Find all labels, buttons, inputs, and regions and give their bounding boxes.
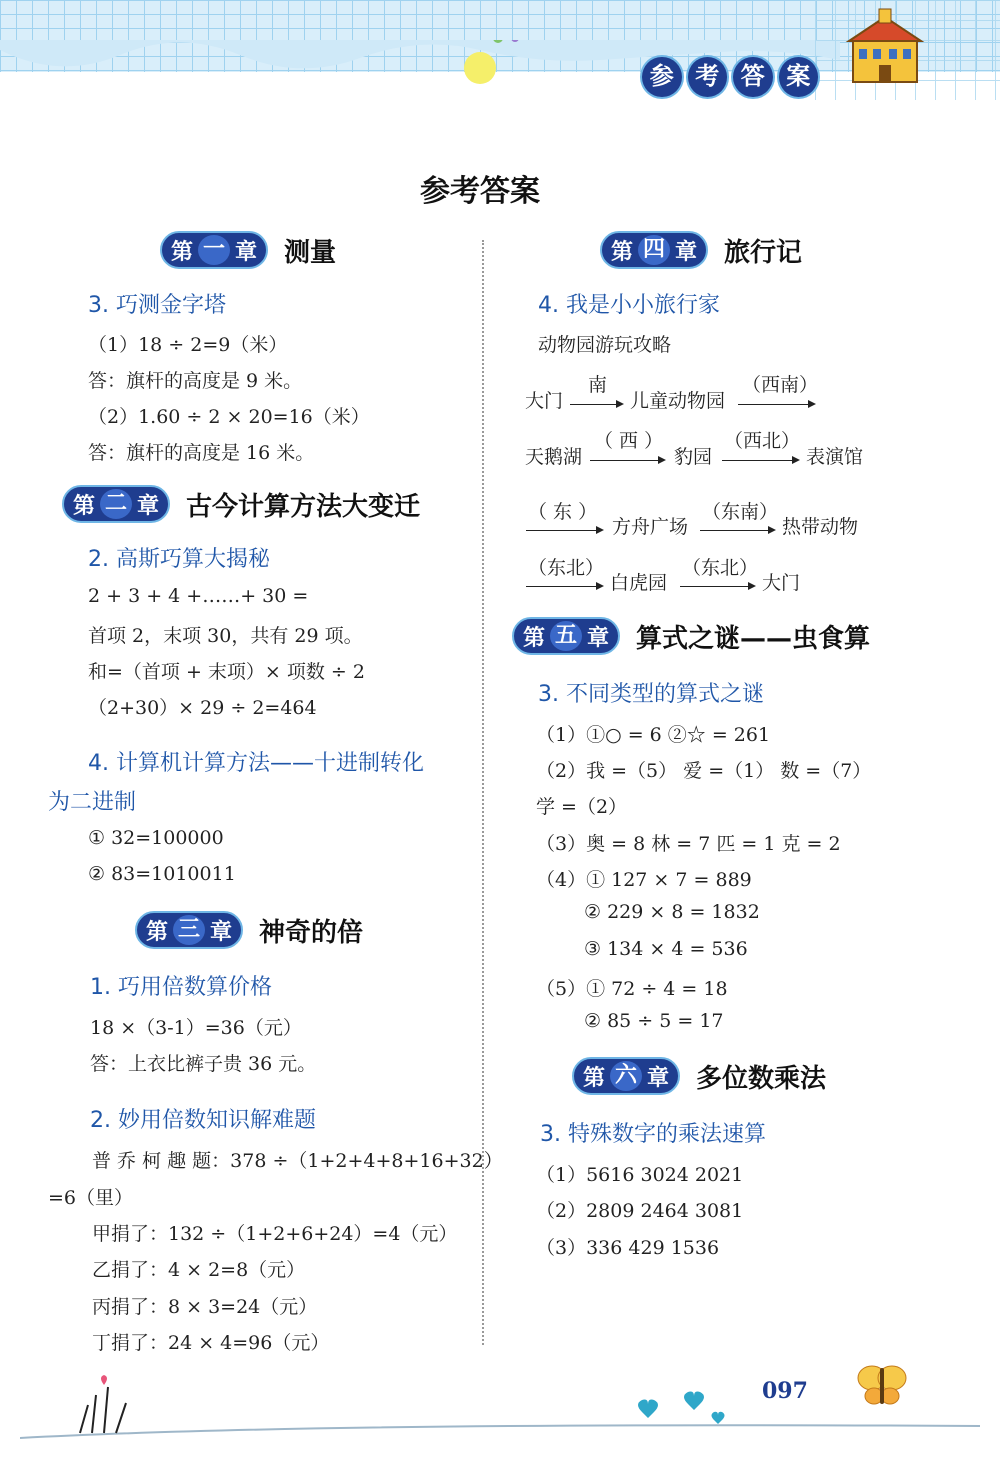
route-arrow [526, 530, 602, 531]
route-arrow [526, 586, 602, 587]
route-direction: （ 东 ） [528, 501, 598, 523]
badge-char: 五 [550, 621, 582, 651]
answer-line: 答：旗杆的高度是 9 米。 [88, 370, 303, 392]
route-direction: （西南） [742, 374, 819, 396]
answer-line: （5）① 72 ÷ 4 = 18 [536, 978, 728, 1000]
answer-line: （3）奥 = 8 林 = 7 匹 = 1 克 = 2 [536, 833, 841, 855]
route-direction: （东北） [528, 557, 605, 579]
butterfly-icon [852, 1358, 912, 1408]
chapter-title: 神奇的倍 [259, 917, 364, 948]
route-arrow [570, 404, 622, 405]
section-heading: 2. 高斯巧算大揭秘 [88, 547, 270, 572]
answer-line: 丙捐了：8 × 3=24（元） [92, 1296, 318, 1318]
chapter-badge [600, 231, 708, 269]
header-banner [640, 55, 820, 97]
route-arrow [590, 460, 664, 461]
route-arrow [722, 460, 798, 461]
route-place: 豹园 [674, 446, 713, 468]
answer-line: ③ 134 × 4 = 536 [584, 938, 748, 960]
badge-char: 第 [145, 919, 168, 945]
badge-char: 第 [610, 239, 633, 265]
route-direction: 南 [588, 374, 608, 396]
section-heading: 3. 巧测金字塔 [88, 293, 226, 318]
answer-line: （4）① 127 × 7 = 889 [536, 869, 752, 891]
chapter-badge [62, 485, 170, 523]
badge-char: 章 [674, 239, 697, 265]
chapter-title: 多位数乘法 [696, 1063, 827, 1094]
chapter-badge [572, 1057, 680, 1095]
route-place: 热带动物 [782, 516, 859, 538]
school-building-icon [845, 5, 925, 85]
answer-line: 学 =（2） [536, 796, 628, 818]
answer-line: 普 乔 柯 趣 题：378 ÷（1+2+4+8+16+32） [92, 1150, 503, 1172]
badge-char: 第 [170, 239, 193, 265]
answer-line: ② 85 ÷ 5 = 17 [584, 1010, 724, 1032]
answer-line: ② 83=1010011 [88, 863, 236, 885]
route-place: 白虎园 [610, 572, 668, 594]
chapter-1-heading [160, 230, 336, 270]
route-place: 方舟广场 [612, 516, 689, 538]
answer-line: （2）1.60 ÷ 2 × 20=16（米） [88, 406, 370, 428]
answer-line: （1）①○ = 6 ②☆ = 261 [536, 724, 771, 746]
badge-char: 第 [72, 493, 95, 519]
badge-char: 第 [582, 1065, 605, 1091]
chapter-badge [512, 617, 620, 655]
answer-line: 和=（首项 + 末项）× 项数 ÷ 2 [88, 661, 365, 683]
badge-char: 章 [646, 1065, 669, 1091]
section-heading: 3. 特殊数字的乘法速算 [540, 1122, 766, 1147]
chapter-4-heading [600, 230, 802, 270]
chapter-5-heading [512, 616, 870, 656]
badge-char: 三 [173, 915, 205, 945]
chapter-badge [160, 231, 268, 269]
route-direction: （东北） [682, 557, 759, 579]
chapter-badge [135, 911, 243, 949]
banner-char: 案 [777, 55, 821, 99]
chapter-title: 古今计算方法大变迁 [186, 491, 421, 522]
banner-char: 考 [686, 55, 730, 99]
answer-line: 答：旗杆的高度是 16 米。 [88, 442, 315, 464]
route-direction: （西北） [724, 430, 801, 452]
answer-line: 18 ×（3-1）=36（元） [90, 1017, 302, 1039]
chapter-2-heading [62, 484, 420, 524]
page-number: 097 [762, 1378, 808, 1404]
chapter-title: 算式之谜——虫食算 [636, 623, 871, 654]
badge-char: 二 [100, 489, 132, 519]
badge-char: 四 [638, 235, 670, 265]
route-place: 表演馆 [806, 446, 864, 468]
chapter-6-heading [572, 1056, 826, 1096]
answer-line: 答：上衣比裤子贵 36 元。 [90, 1053, 317, 1075]
answer-line: （1）5616 3024 2021 [536, 1164, 744, 1186]
section-heading: 为二进制 [48, 790, 137, 815]
page-title: 参考答案 [420, 174, 540, 209]
answer-line: 丁捐了：24 × 4=96（元） [92, 1332, 330, 1354]
route-place: 大门 [525, 390, 564, 412]
answer-line: （2）2809 2464 3081 [536, 1200, 744, 1222]
badge-char: 一 [198, 235, 230, 265]
badge-char: 章 [209, 919, 232, 945]
answer-line: 动物园游玩攻略 [538, 334, 672, 356]
badge-char: 章 [234, 239, 257, 265]
answer-line: （3）336 429 1536 [536, 1237, 720, 1259]
chapter-title: 旅行记 [724, 237, 803, 268]
answer-line: （1）18 ÷ 2=9（米） [88, 334, 288, 356]
badge-char: 章 [586, 625, 609, 651]
grass-flower-icon [70, 1375, 140, 1435]
banner-char: 参 [640, 55, 684, 99]
answer-line: ② 229 × 8 = 1832 [584, 901, 760, 923]
route-place: 儿童动物园 [630, 390, 726, 412]
answer-line: 2 + 3 + 4 +……+ 30 = [88, 585, 309, 607]
badge-char: 章 [136, 493, 159, 519]
column-divider [482, 240, 484, 1345]
section-heading: 4. 计算机计算方法——十进制转化 [88, 751, 424, 776]
footer-curve [20, 1420, 980, 1440]
section-heading: 1. 巧用倍数算价格 [90, 975, 272, 1000]
route-direction: （ 西 ） [594, 430, 664, 452]
answer-line: ① 32=100000 [88, 827, 224, 849]
route-arrow [700, 530, 774, 531]
hearts-icon [628, 1390, 728, 1430]
route-arrow [680, 586, 754, 587]
answer-line: 乙捐了：4 × 2=8（元） [92, 1259, 306, 1281]
badge-char: 第 [522, 625, 545, 651]
banner-char: 答 [731, 55, 775, 99]
chapter-3-heading [135, 910, 363, 950]
chapter-title: 测量 [284, 237, 337, 268]
answer-line: 首项 2，末项 30，共有 29 项。 [88, 625, 363, 647]
section-heading: 3. 不同类型的算式之谜 [538, 682, 764, 707]
route-place: 天鹅湖 [525, 446, 583, 468]
route-arrow [738, 404, 814, 405]
section-heading: 4. 我是小小旅行家 [538, 293, 720, 318]
answer-line: （2）我 =（5） 爱 =（1） 数 =（7） [536, 760, 872, 782]
answer-line: （2+30）× 29 ÷ 2=464 [88, 697, 317, 719]
route-direction: （东南） [702, 501, 779, 523]
route-place: 大门 [762, 572, 801, 594]
section-heading: 2. 妙用倍数知识解难题 [90, 1108, 316, 1133]
answer-line: =6（里） [48, 1187, 134, 1209]
badge-char: 六 [610, 1061, 642, 1091]
answer-line: 甲捐了：132 ÷（1+2+6+24）=4（元） [92, 1223, 458, 1245]
